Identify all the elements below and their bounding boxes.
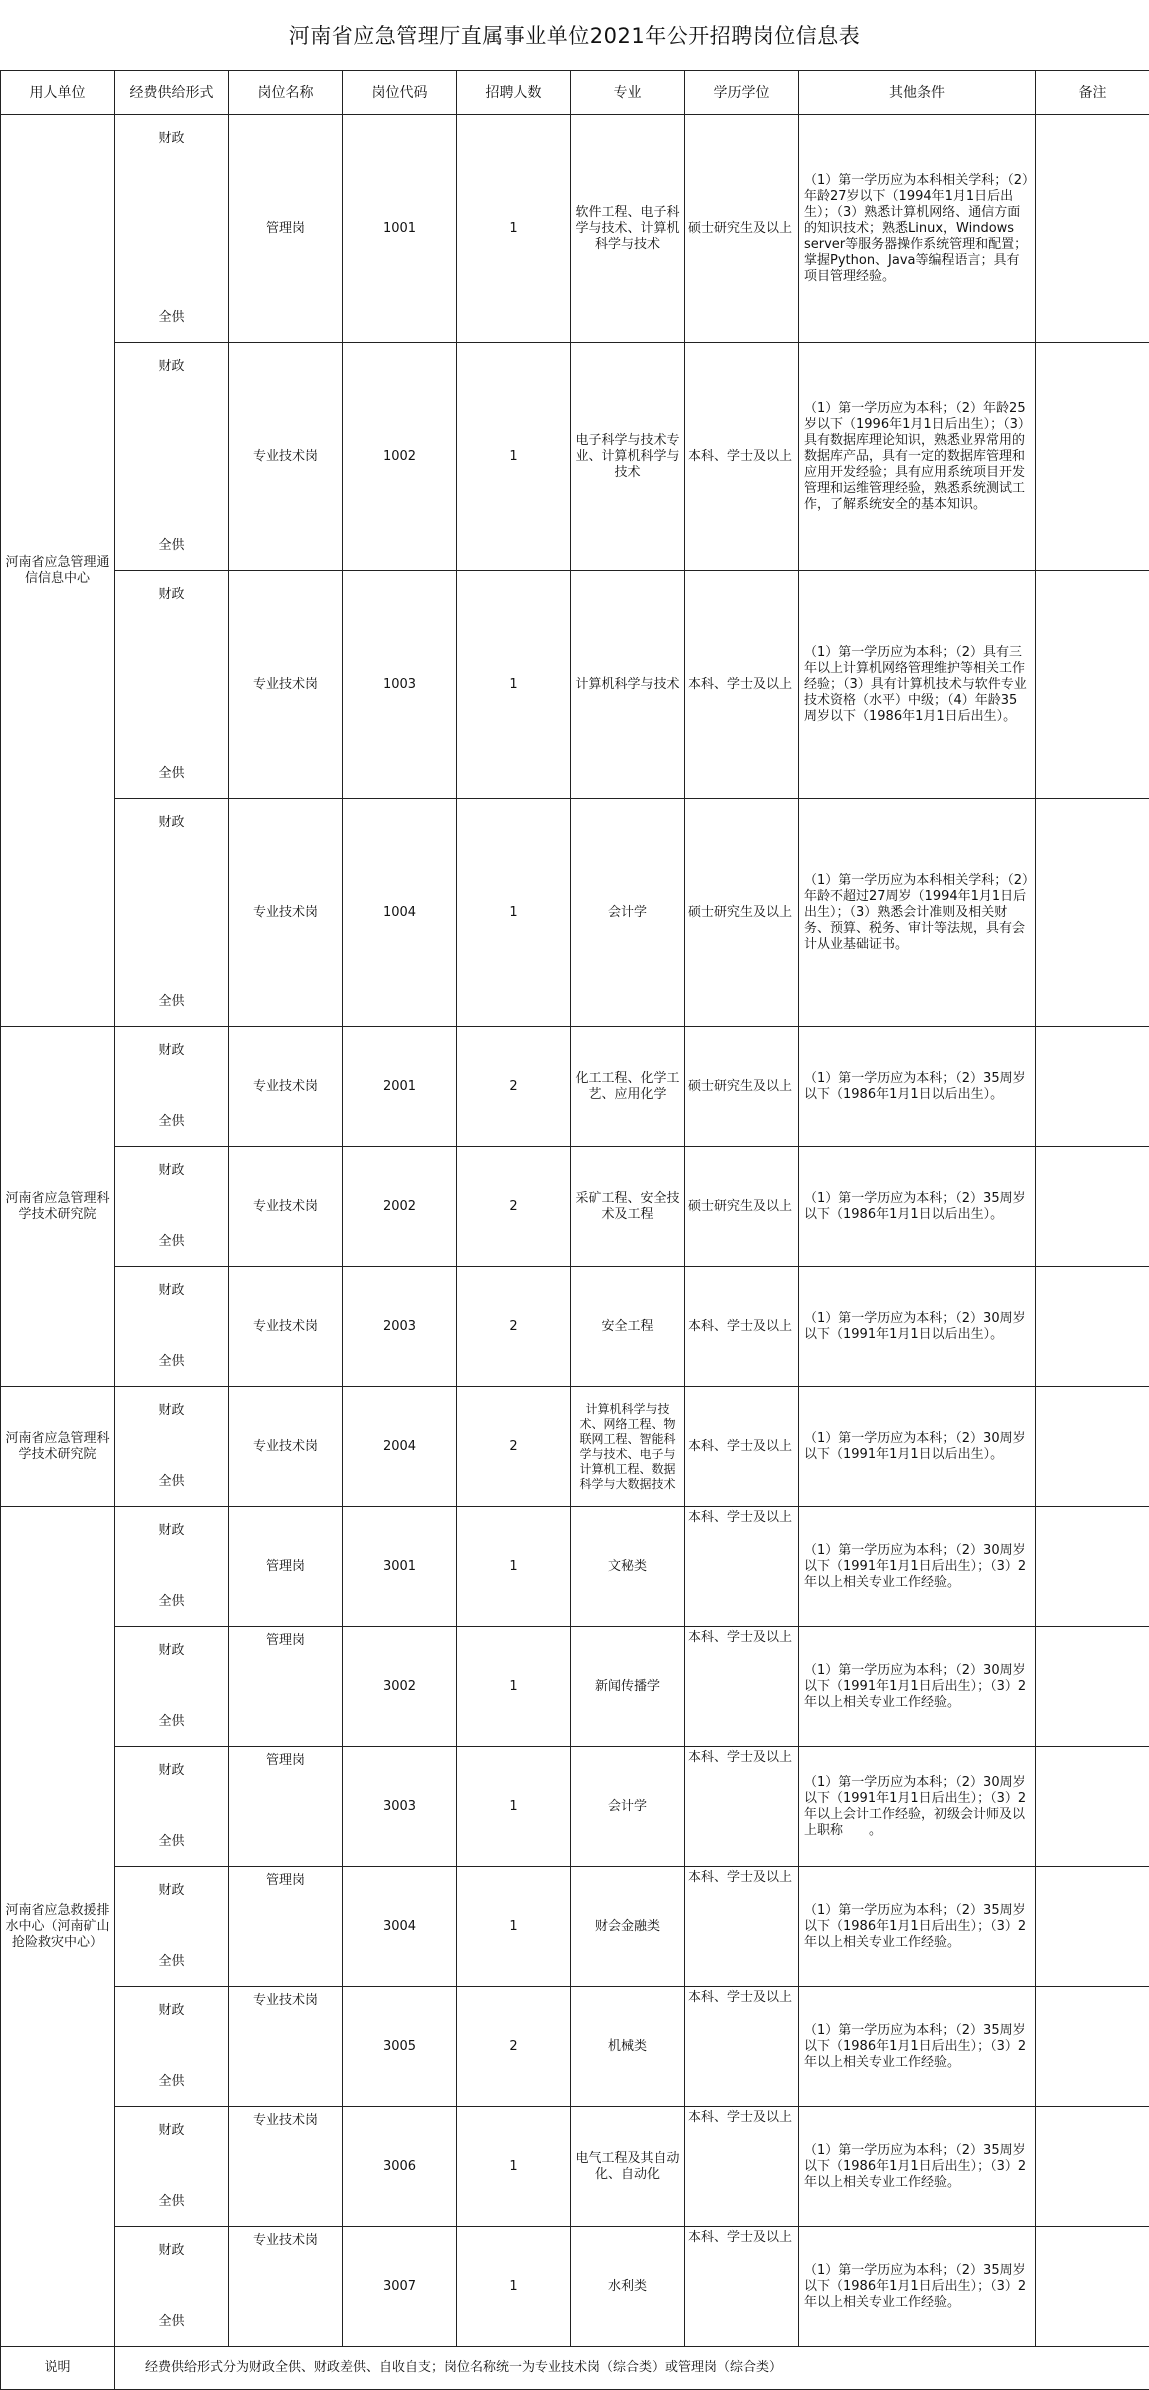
code-cell: 3006 bbox=[343, 2107, 457, 2227]
note-row bbox=[1, 2347, 1149, 2390]
count-cell: 1 bbox=[457, 571, 571, 799]
post-cell: 专业技术岗 bbox=[229, 1267, 343, 1387]
code-cell: 1003 bbox=[343, 571, 457, 799]
count-cell: 2 bbox=[457, 1267, 571, 1387]
unit-cell: 河南省应急救援排水中心（河南矿山抢险救灾中心） bbox=[1, 1507, 115, 2347]
degree-cell: 硕士研究生及以上 bbox=[685, 1147, 799, 1267]
degree-cell: 本科、学士及以上 bbox=[685, 1627, 799, 1747]
funding-cell bbox=[115, 799, 229, 1027]
funding-top: 财政 bbox=[115, 2123, 228, 2139]
funding-cell bbox=[115, 343, 229, 571]
code-cell: 3002 bbox=[343, 1627, 457, 1747]
table-row bbox=[1, 2227, 1149, 2347]
major-cell: 会计学 bbox=[571, 1747, 685, 1867]
funding-top: 财政 bbox=[115, 1763, 228, 1779]
funding-cell bbox=[115, 1507, 229, 1627]
job-table bbox=[0, 70, 1149, 2390]
remark-cell bbox=[1036, 115, 1149, 343]
funding-top: 财政 bbox=[115, 131, 228, 147]
conditions-cell: （1）第一学历应为本科；（2）35周岁以下（1986年1月1日以后出生）。 bbox=[799, 1027, 1036, 1147]
post-cell: 管理岗 bbox=[229, 1747, 343, 1867]
degree-cell: 本科、学士及以上 bbox=[685, 1507, 799, 1627]
code-cell: 2001 bbox=[343, 1027, 457, 1147]
funding-cell bbox=[115, 1747, 229, 1867]
conditions-cell: （1）第一学历应为本科；（2）35周岁以下（1986年1月1日以后出生）。 bbox=[799, 1147, 1036, 1267]
conditions-cell: （1）第一学历应为本科；（2）30周岁以下（1991年1月1日后出生）；（3）2年以上相关专业工作经验。 bbox=[799, 1627, 1036, 1747]
conditions-cell: （1）第一学历应为本科；（2）具有三年以上计算机网络管理维护等相关工作经验；（3）具有计算机技术与软件专业技术资格（水平）中级；（4）年龄35周岁以下（1986年1月1日后出生）。 bbox=[799, 571, 1036, 799]
code-cell: 3007 bbox=[343, 2227, 457, 2347]
table-row bbox=[1, 1507, 1149, 1627]
funding-top: 财政 bbox=[115, 2003, 228, 2019]
header-post: 岗位名称 bbox=[229, 71, 343, 115]
note-label: 说明 bbox=[1, 2347, 115, 2390]
code-cell: 2003 bbox=[343, 1267, 457, 1387]
funding-cell bbox=[115, 571, 229, 799]
major-cell: 软件工程、电子科学与技术、计算机科学与技术 bbox=[571, 115, 685, 343]
conditions-cell: （1）第一学历应为本科；（2）35周岁以下（1986年1月1日后出生）；（3）2年以上相关专业工作经验。 bbox=[799, 1867, 1036, 1987]
funding-bottom: 全供 bbox=[115, 2314, 228, 2330]
header-funding: 经费供给形式 bbox=[115, 71, 229, 115]
funding-top: 财政 bbox=[115, 2243, 228, 2259]
degree-cell: 本科、学士及以上 bbox=[685, 1987, 799, 2107]
funding-bottom: 全供 bbox=[115, 310, 228, 326]
major-cell: 化工工程、化学工艺、应用化学 bbox=[571, 1027, 685, 1147]
major-cell: 计算机科学与技术、网络工程、物联网工程、智能科学与技术、电子与计算机工程、数据科学与大数据技术 bbox=[571, 1387, 685, 1507]
remark-cell bbox=[1036, 1627, 1149, 1747]
funding-bottom: 全供 bbox=[115, 994, 228, 1010]
funding-cell bbox=[115, 1267, 229, 1387]
funding-cell bbox=[115, 1027, 229, 1147]
count-cell: 1 bbox=[457, 2227, 571, 2347]
funding-cell bbox=[115, 2227, 229, 2347]
count-cell: 2 bbox=[457, 1147, 571, 1267]
funding-top: 财政 bbox=[115, 1283, 228, 1299]
degree-cell: 本科、学士及以上 bbox=[685, 2227, 799, 2347]
conditions-cell: （1）第一学历应为本科相关学科；（2）年龄不超过27周岁（1994年1月1日后出生）；（3）熟悉会计准则及相关财务、预算、税务、审计等法规，具有会计从业基础证书。 bbox=[799, 799, 1036, 1027]
post-cell: 专业技术岗 bbox=[229, 799, 343, 1027]
funding-bottom: 全供 bbox=[115, 1474, 228, 1490]
conditions-cell: （1）第一学历应为本科；（2）35周岁以下（1986年1月1日后出生）；（3）2年以上相关专业工作经验。 bbox=[799, 2227, 1036, 2347]
major-cell: 机械类 bbox=[571, 1987, 685, 2107]
post-cell: 管理岗 bbox=[229, 1627, 343, 1747]
unit-cell: 河南省应急管理科学技术研究院 bbox=[1, 1027, 115, 1387]
post-cell: 专业技术岗 bbox=[229, 1387, 343, 1507]
table-row bbox=[1, 1627, 1149, 1747]
code-cell: 1004 bbox=[343, 799, 457, 1027]
conditions-cell: （1）第一学历应为本科；（2）年龄25岁以下（1996年1月1日后出生）；（3）具有数据库理论知识，熟悉业界常用的数据库产品，具有一定的数据库管理和应用开发经验；具有应用系统项目开发管理和运维管理经验，熟悉系统测试工作，了解系统安全的基本知识。 bbox=[799, 343, 1036, 571]
funding-top: 财政 bbox=[115, 1403, 228, 1419]
post-cell: 专业技术岗 bbox=[229, 1147, 343, 1267]
funding-top: 财政 bbox=[115, 815, 228, 831]
remark-cell bbox=[1036, 1747, 1149, 1867]
major-cell: 财会金融类 bbox=[571, 1867, 685, 1987]
conditions-cell: （1）第一学历应为本科；（2）30周岁以下（1991年1月1日后出生）；（3）2年以上会计工作经验，初级会计师及以上职称 。 bbox=[799, 1747, 1036, 1867]
note-text: 经费供给形式分为财政全供、财政差供、自收自支；岗位名称统一为专业技术岗（综合类）或管理岗（综合类） bbox=[115, 2347, 1149, 2390]
remark-cell bbox=[1036, 799, 1149, 1027]
count-cell: 1 bbox=[457, 1507, 571, 1627]
table-row bbox=[1, 1747, 1149, 1867]
count-cell: 1 bbox=[457, 1627, 571, 1747]
funding-bottom: 全供 bbox=[115, 1714, 228, 1730]
funding-cell bbox=[115, 1627, 229, 1747]
funding-cell bbox=[115, 1867, 229, 1987]
degree-cell: 本科、学士及以上 bbox=[685, 1387, 799, 1507]
table-row bbox=[1, 343, 1149, 571]
table-row bbox=[1, 1027, 1149, 1147]
code-cell: 1002 bbox=[343, 343, 457, 571]
remark-cell bbox=[1036, 1867, 1149, 1987]
post-cell: 专业技术岗 bbox=[229, 571, 343, 799]
code-cell: 3003 bbox=[343, 1747, 457, 1867]
funding-top: 财政 bbox=[115, 1523, 228, 1539]
funding-top: 财政 bbox=[115, 1043, 228, 1059]
degree-cell: 本科、学士及以上 bbox=[685, 571, 799, 799]
table-row bbox=[1, 1987, 1149, 2107]
funding-cell bbox=[115, 1387, 229, 1507]
major-cell: 采矿工程、安全技术及工程 bbox=[571, 1147, 685, 1267]
page-title: 河南省应急管理厅直属事业单位2021年公开招聘岗位信息表 bbox=[0, 0, 1149, 70]
table-row bbox=[1, 1147, 1149, 1267]
count-cell: 1 bbox=[457, 2107, 571, 2227]
table-row bbox=[1, 115, 1149, 343]
remark-cell bbox=[1036, 343, 1149, 571]
funding-cell bbox=[115, 1147, 229, 1267]
header-code: 岗位代码 bbox=[343, 71, 457, 115]
funding-bottom: 全供 bbox=[115, 1834, 228, 1850]
degree-cell: 本科、学士及以上 bbox=[685, 343, 799, 571]
remark-cell bbox=[1036, 1987, 1149, 2107]
code-cell: 3001 bbox=[343, 1507, 457, 1627]
major-cell: 计算机科学与技术 bbox=[571, 571, 685, 799]
conditions-cell: （1）第一学历应为本科；（2）35周岁以下（1986年1月1日后出生）；（3）2年以上相关专业工作经验。 bbox=[799, 1987, 1036, 2107]
funding-top: 财政 bbox=[115, 1163, 228, 1179]
table-row bbox=[1, 1267, 1149, 1387]
count-cell: 2 bbox=[457, 1987, 571, 2107]
funding-bottom: 全供 bbox=[115, 1954, 228, 1970]
count-cell: 2 bbox=[457, 1387, 571, 1507]
table-row bbox=[1, 2107, 1149, 2227]
count-cell: 1 bbox=[457, 1747, 571, 1867]
major-cell: 文秘类 bbox=[571, 1507, 685, 1627]
remark-cell bbox=[1036, 571, 1149, 799]
funding-bottom: 全供 bbox=[115, 766, 228, 782]
header-count: 招聘人数 bbox=[457, 71, 571, 115]
header-degree: 学历学位 bbox=[685, 71, 799, 115]
post-cell: 管理岗 bbox=[229, 115, 343, 343]
major-cell: 会计学 bbox=[571, 799, 685, 1027]
header-remark: 备注 bbox=[1036, 71, 1149, 115]
post-cell: 专业技术岗 bbox=[229, 1027, 343, 1147]
code-cell: 3004 bbox=[343, 1867, 457, 1987]
funding-bottom: 全供 bbox=[115, 2074, 228, 2090]
header-unit: 用人单位 bbox=[1, 71, 115, 115]
code-cell: 3005 bbox=[343, 1987, 457, 2107]
count-cell: 1 bbox=[457, 343, 571, 571]
post-cell: 专业技术岗 bbox=[229, 2227, 343, 2347]
degree-cell: 本科、学士及以上 bbox=[685, 1867, 799, 1987]
degree-cell: 本科、学士及以上 bbox=[685, 2107, 799, 2227]
conditions-cell: （1）第一学历应为本科；（2）30周岁以下（1991年1月1日以后出生）。 bbox=[799, 1387, 1036, 1507]
conditions-cell: （1）第一学历应为本科相关学科；（2）年龄27岁以下（1994年1月1日后出生）；（3）熟悉计算机网络、通信方面的知识技术；熟悉Linux，Windows server等服务器操作系统管理和配置；掌握Python、Java等编程语言；具有项目管理经验。 bbox=[799, 115, 1036, 343]
major-cell: 水利类 bbox=[571, 2227, 685, 2347]
funding-bottom: 全供 bbox=[115, 2194, 228, 2210]
table-row bbox=[1, 1867, 1149, 1987]
header-major: 专业 bbox=[571, 71, 685, 115]
funding-bottom: 全供 bbox=[115, 1354, 228, 1370]
funding-bottom: 全供 bbox=[115, 1114, 228, 1130]
degree-cell: 硕士研究生及以上 bbox=[685, 1027, 799, 1147]
funding-cell bbox=[115, 1987, 229, 2107]
funding-bottom: 全供 bbox=[115, 1594, 228, 1610]
table-row bbox=[1, 571, 1149, 799]
count-cell: 1 bbox=[457, 1867, 571, 1987]
unit-cell: 河南省应急管理科学技术研究院 bbox=[1, 1387, 115, 1507]
conditions-cell: （1）第一学历应为本科；（2）35周岁以下（1986年1月1日后出生）；（3）2年以上相关专业工作经验。 bbox=[799, 2107, 1036, 2227]
funding-top: 财政 bbox=[115, 1643, 228, 1659]
post-cell: 专业技术岗 bbox=[229, 343, 343, 571]
funding-bottom: 全供 bbox=[115, 538, 228, 554]
major-cell: 新闻传播学 bbox=[571, 1627, 685, 1747]
funding-bottom: 全供 bbox=[115, 1234, 228, 1250]
degree-cell: 本科、学士及以上 bbox=[685, 1747, 799, 1867]
table-row bbox=[1, 1387, 1149, 1507]
code-cell: 2002 bbox=[343, 1147, 457, 1267]
code-cell: 1001 bbox=[343, 115, 457, 343]
conditions-cell: （1）第一学历应为本科；（2）30周岁以下（1991年1月1日后出生）；（3）2年以上相关专业工作经验。 bbox=[799, 1507, 1036, 1627]
count-cell: 1 bbox=[457, 115, 571, 343]
funding-top: 财政 bbox=[115, 587, 228, 603]
funding-top: 财政 bbox=[115, 1883, 228, 1899]
unit-cell: 河南省应急管理通信信息中心 bbox=[1, 115, 115, 1027]
remark-cell bbox=[1036, 1507, 1149, 1627]
post-cell: 管理岗 bbox=[229, 1507, 343, 1627]
count-cell: 2 bbox=[457, 1027, 571, 1147]
degree-cell: 硕士研究生及以上 bbox=[685, 115, 799, 343]
major-cell: 电子科学与技术专业、计算机科学与技术 bbox=[571, 343, 685, 571]
degree-cell: 本科、学士及以上 bbox=[685, 1267, 799, 1387]
job-table-wrapper bbox=[0, 70, 1149, 2390]
post-cell: 管理岗 bbox=[229, 1867, 343, 1987]
remark-cell bbox=[1036, 1387, 1149, 1507]
remark-cell bbox=[1036, 1267, 1149, 1387]
code-cell: 2004 bbox=[343, 1387, 457, 1507]
header-conditions: 其他条件 bbox=[799, 71, 1036, 115]
major-cell: 安全工程 bbox=[571, 1267, 685, 1387]
conditions-cell: （1）第一学历应为本科；（2）30周岁以下（1991年1月1日以后出生）。 bbox=[799, 1267, 1036, 1387]
remark-cell bbox=[1036, 1147, 1149, 1267]
funding-cell bbox=[115, 2107, 229, 2227]
count-cell: 1 bbox=[457, 799, 571, 1027]
remark-cell bbox=[1036, 1027, 1149, 1147]
remark-cell bbox=[1036, 2107, 1149, 2227]
funding-top: 财政 bbox=[115, 359, 228, 375]
header-row bbox=[1, 71, 1149, 115]
post-cell: 专业技术岗 bbox=[229, 1987, 343, 2107]
major-cell: 电气工程及其自动化、自动化 bbox=[571, 2107, 685, 2227]
table-row bbox=[1, 799, 1149, 1027]
post-cell: 专业技术岗 bbox=[229, 2107, 343, 2227]
degree-cell: 硕士研究生及以上 bbox=[685, 799, 799, 1027]
funding-cell bbox=[115, 115, 229, 343]
remark-cell bbox=[1036, 2227, 1149, 2347]
